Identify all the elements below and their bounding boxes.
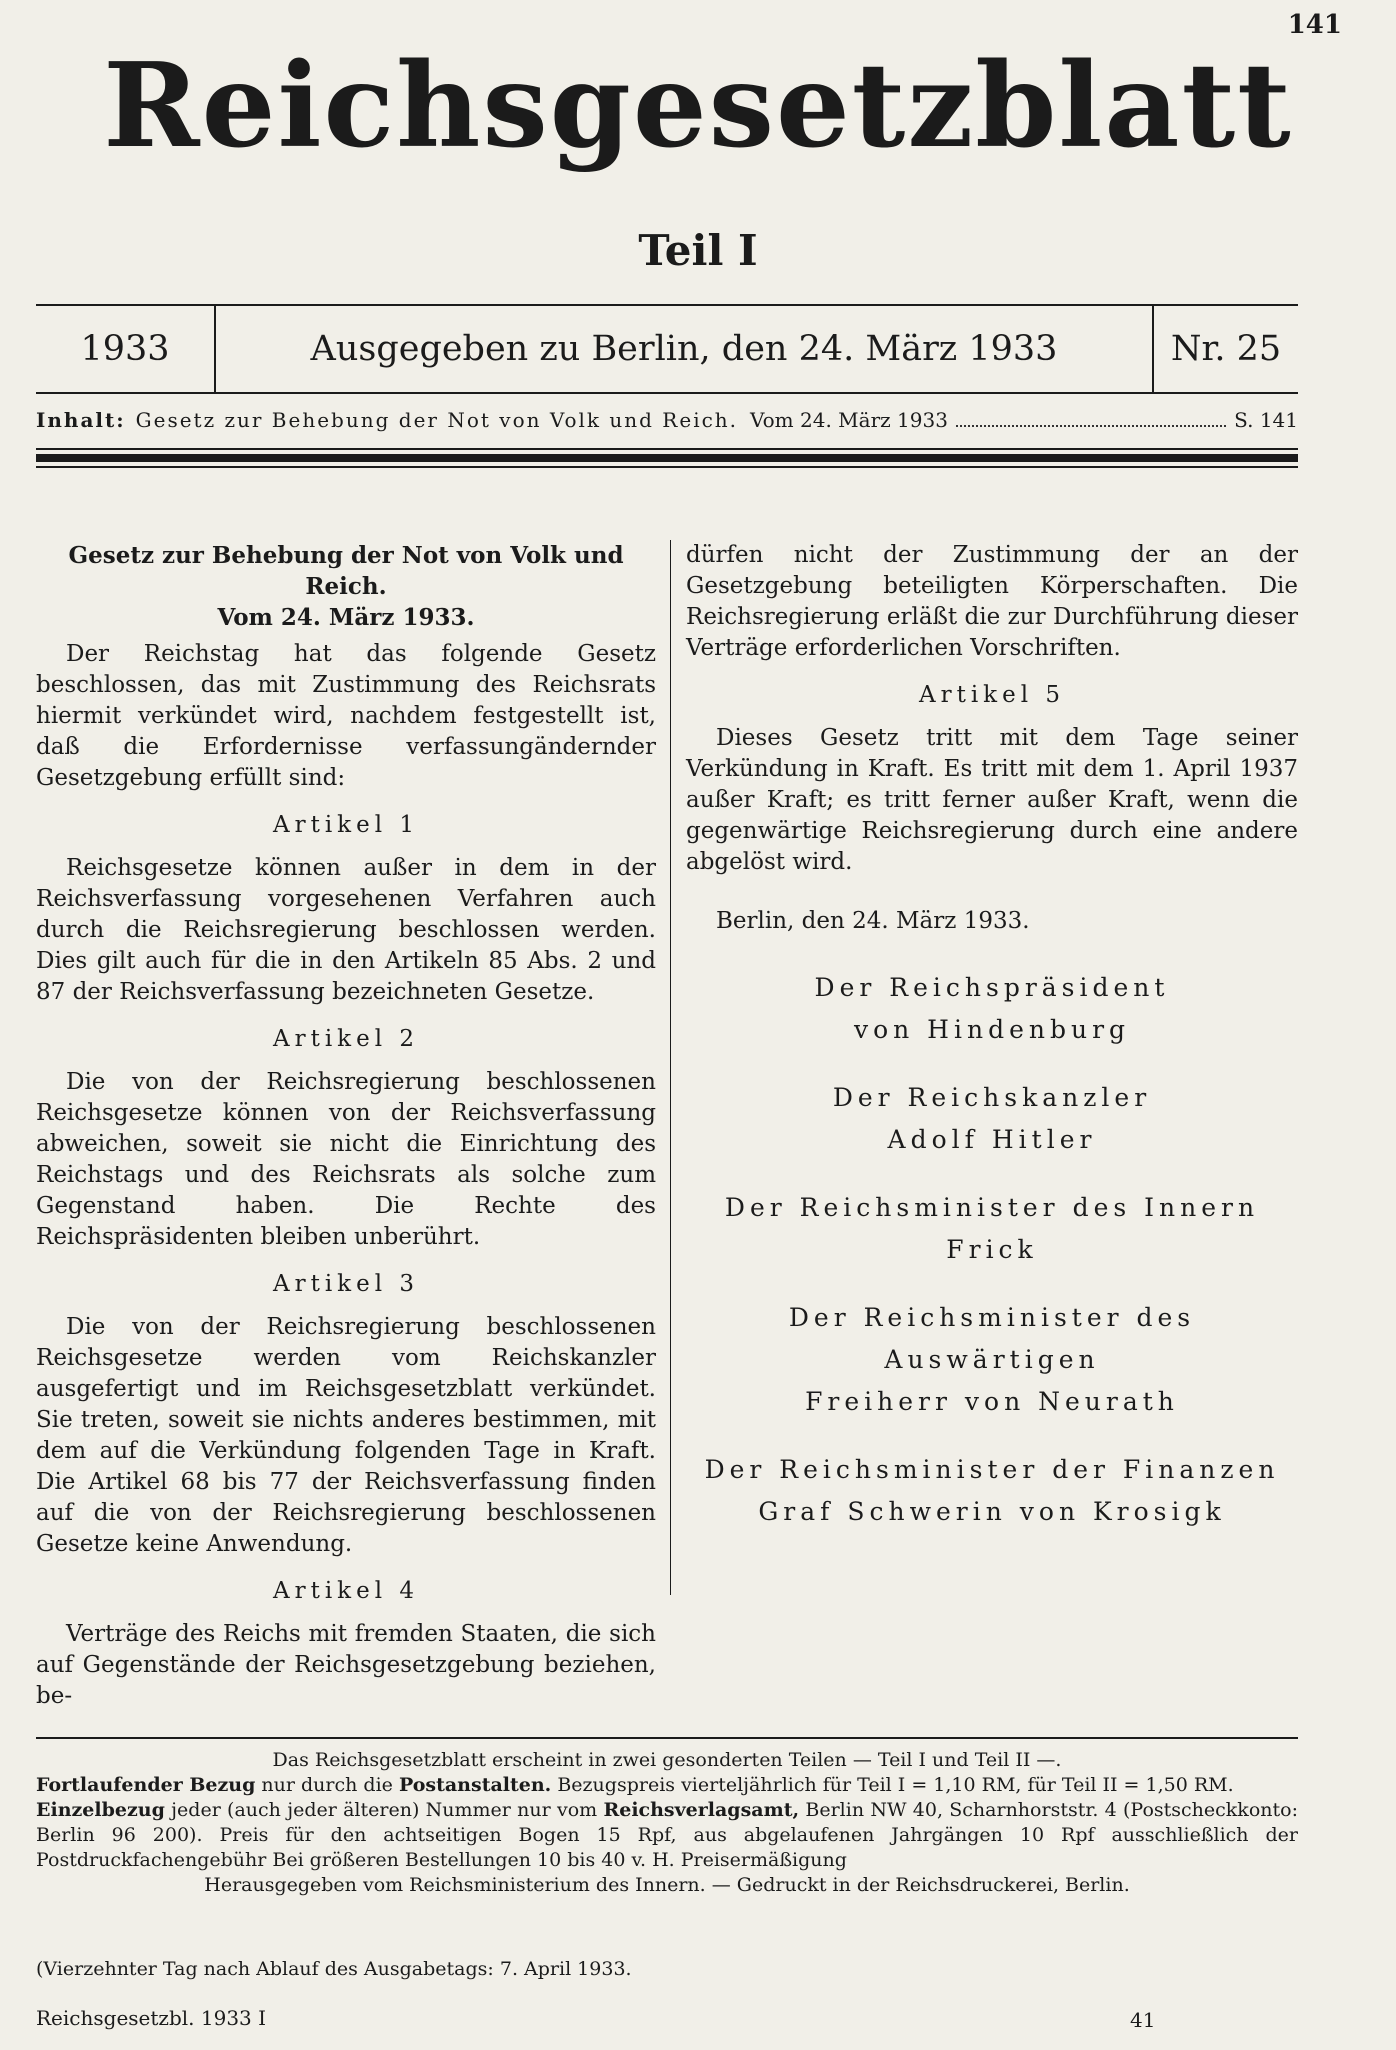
rule-bottom [36,466,1298,468]
article-1-text: Reichsgesetze können außer in dem in der Reichsverfassung vorgesehenen Verfahren auch durch die Reichsregierung beschlossen werden. Dies gilt auch für die in den Artikeln 85 Abs. 2 und 87 der Reichsverfassung bezeichneten Gesetze. [36,855,656,1005]
article-2-text: Die von der Reichsregierung beschlossenen Reichsgesetze können von der Reichsverfassung abweichen, soweit sie nicht die Einrichtung des Reichstags und des Reichsrats als solche zum Gegenstand haben. Die Rechte des Reichspräsidenten bleiben unberührt. [36,1069,656,1250]
subscription-price: Bezugspreis vierteljährlich für Teil I = 1,10 RM, für Teil II = 1,50 RM. [557,1774,1234,1796]
article-4-continued: dürfen nicht der Zustimmung der an der Gesetzgebung beteiligten Körperschaften. Die Reichsregierung erläßt die zur Durchführung dieser Verträge erforderlichen Vorschriften. [686,542,1298,661]
signature-name: Freiherr von Neurath [805,1387,1179,1416]
article-4-text: Verträge des Reichs mit fremden Staaten, die sich auf Gegenstände der Reichsgesetzgebung beziehen, be- [36,1621,656,1709]
issue-year: 1933 [36,306,216,392]
issue-number: Nr. 25 [1170,329,1282,369]
subscription-office: Postanstalten. [398,1774,552,1796]
single-issue-label: Einzelbezug [36,1799,165,1821]
single-issue-text: jeder (auch jeder älteren) Nummer nur vom [171,1799,598,1821]
signature-block [686,1449,1298,1533]
article-2-heading: Artikel 2 [272,1026,420,1052]
place-date: Berlin, den 24. März 1933. [716,908,1030,934]
signature-block [686,1187,1298,1271]
part-label: Teil I [638,226,758,275]
signature-office: Der Reichsminister des Auswärtigen [788,1303,1196,1374]
footer-subscription [36,1773,1298,1798]
rule-thick [36,454,1298,462]
signature-office: Der Reichsminister der Finanzen [704,1455,1280,1484]
issue-date: Ausgegeben zu Berlin, den 24. März 1933 [216,306,1154,392]
single-issue-details: Berlin NW 40, Scharnhorststr. 4 (Postscheckkonto: Berlin 96 200). Preis für den achtseitigen Bogen 15 Rpf, aus abgelaufenen Jahrgängen 10 Rpf ausschließlich der Postdruckfachengebühr Bei größeren Bestellungen 10 bis 40 v. H. Preisermäßigung [36,1799,1298,1871]
signature-block [686,1077,1298,1161]
rule-top [36,448,1298,450]
left-column [36,540,656,1716]
citation: Reichsgesetzbl. 1933 I [36,2006,267,2030]
contents-line [36,408,1298,432]
article-1-heading: Artikel 1 [272,812,420,838]
single-issue-office: Reichsverlagsamt, [603,1799,800,1821]
footer-single-issue [36,1798,1298,1873]
article-4-heading: Artikel 4 [272,1578,420,1604]
signature-block [686,967,1298,1051]
footer-parts-note: Das Reichsgesetzblatt erscheint in zwei gesonderten Teilen — Teil I und Teil II —. [272,1749,1062,1771]
signature-name: Graf Schwerin von Krosigk [758,1497,1226,1526]
signature-office: Der Reichsminister des Innern [724,1193,1260,1222]
signature-block [686,1297,1298,1423]
contents-text: Gesetz zur Behebung der Not von Volk und Reich. [135,408,739,432]
law-title: Gesetz zur Behebung der Not von Volk und Reich. [68,542,624,600]
contents-date: Vom 24. März 1933 [750,408,948,432]
sheet-number: 41 [1130,2008,1156,2032]
masthead: Reichsgesetzblatt [103,38,1293,174]
contents-page: S. 141 [1234,408,1298,432]
dot-leader [956,425,1226,427]
signature-name: Frick [946,1235,1038,1264]
issue-bar [36,304,1298,394]
subscription-text: nur durch die [261,1774,393,1796]
article-5-heading: Artikel 5 [918,682,1066,708]
article-5-text: Dieses Gesetz tritt mit dem Tage seiner Verkündung in Kraft. Es tritt mit dem 1. April 1937 außer Kraft; es tritt ferner außer Kraft, wenn die gegenwärtige Reichsregierung durch eine andere abgelöst wird. [686,725,1298,875]
signature-office: Der Reichspräsident [814,973,1170,1002]
footer-rule [36,1737,1298,1739]
signature-name: Adolf Hitler [887,1125,1097,1154]
article-3-heading: Artikel 3 [272,1271,420,1297]
right-column [686,540,1298,1559]
signature-office: Der Reichskanzler [832,1083,1152,1112]
column-divider [670,540,671,1595]
contents-label: Inhalt: [36,408,126,432]
article-3-text: Die von der Reichsregierung beschlossenen Reichsgesetze werden vom Reichskanzler ausgefertigt und im Reichsgesetzblatt verkündet. Sie treten, soweit sie nichts anderes bestimmen, mit dem auf die Verkündung folgenden Tage in Kraft. Die Artikel 68 bis 77 der Reichsverfassung finden auf die von der Reichsregierung beschlossenen Gesetze keine Anwendung. [36,1314,656,1557]
signature-name: von Hindenburg [853,1015,1131,1044]
footer [36,1748,1298,1898]
expiry-note: (Vierzehnter Tag nach Ablauf des Ausgabetags: 7. April 1933. [36,1958,632,1980]
preamble: Der Reichstag hat das folgende Gesetz beschlossen, das mit Zustimmung des Reichsrats hiermit verkündet wird, nachdem festgestellt ist, daß die Erfordernisse verfassungändernder Gesetzgebung erfüllt sind: [36,641,656,791]
page-number: 141 [1287,10,1342,40]
subscription-label: Fortlaufender Bezug [36,1774,256,1796]
footer-publisher: Herausgegeben vom Reichsministerium des Innern. — Gedruckt in der Reichsdruckerei, Berlin. [204,1874,1130,1896]
law-date: Vom 24. März 1933. [217,604,475,631]
